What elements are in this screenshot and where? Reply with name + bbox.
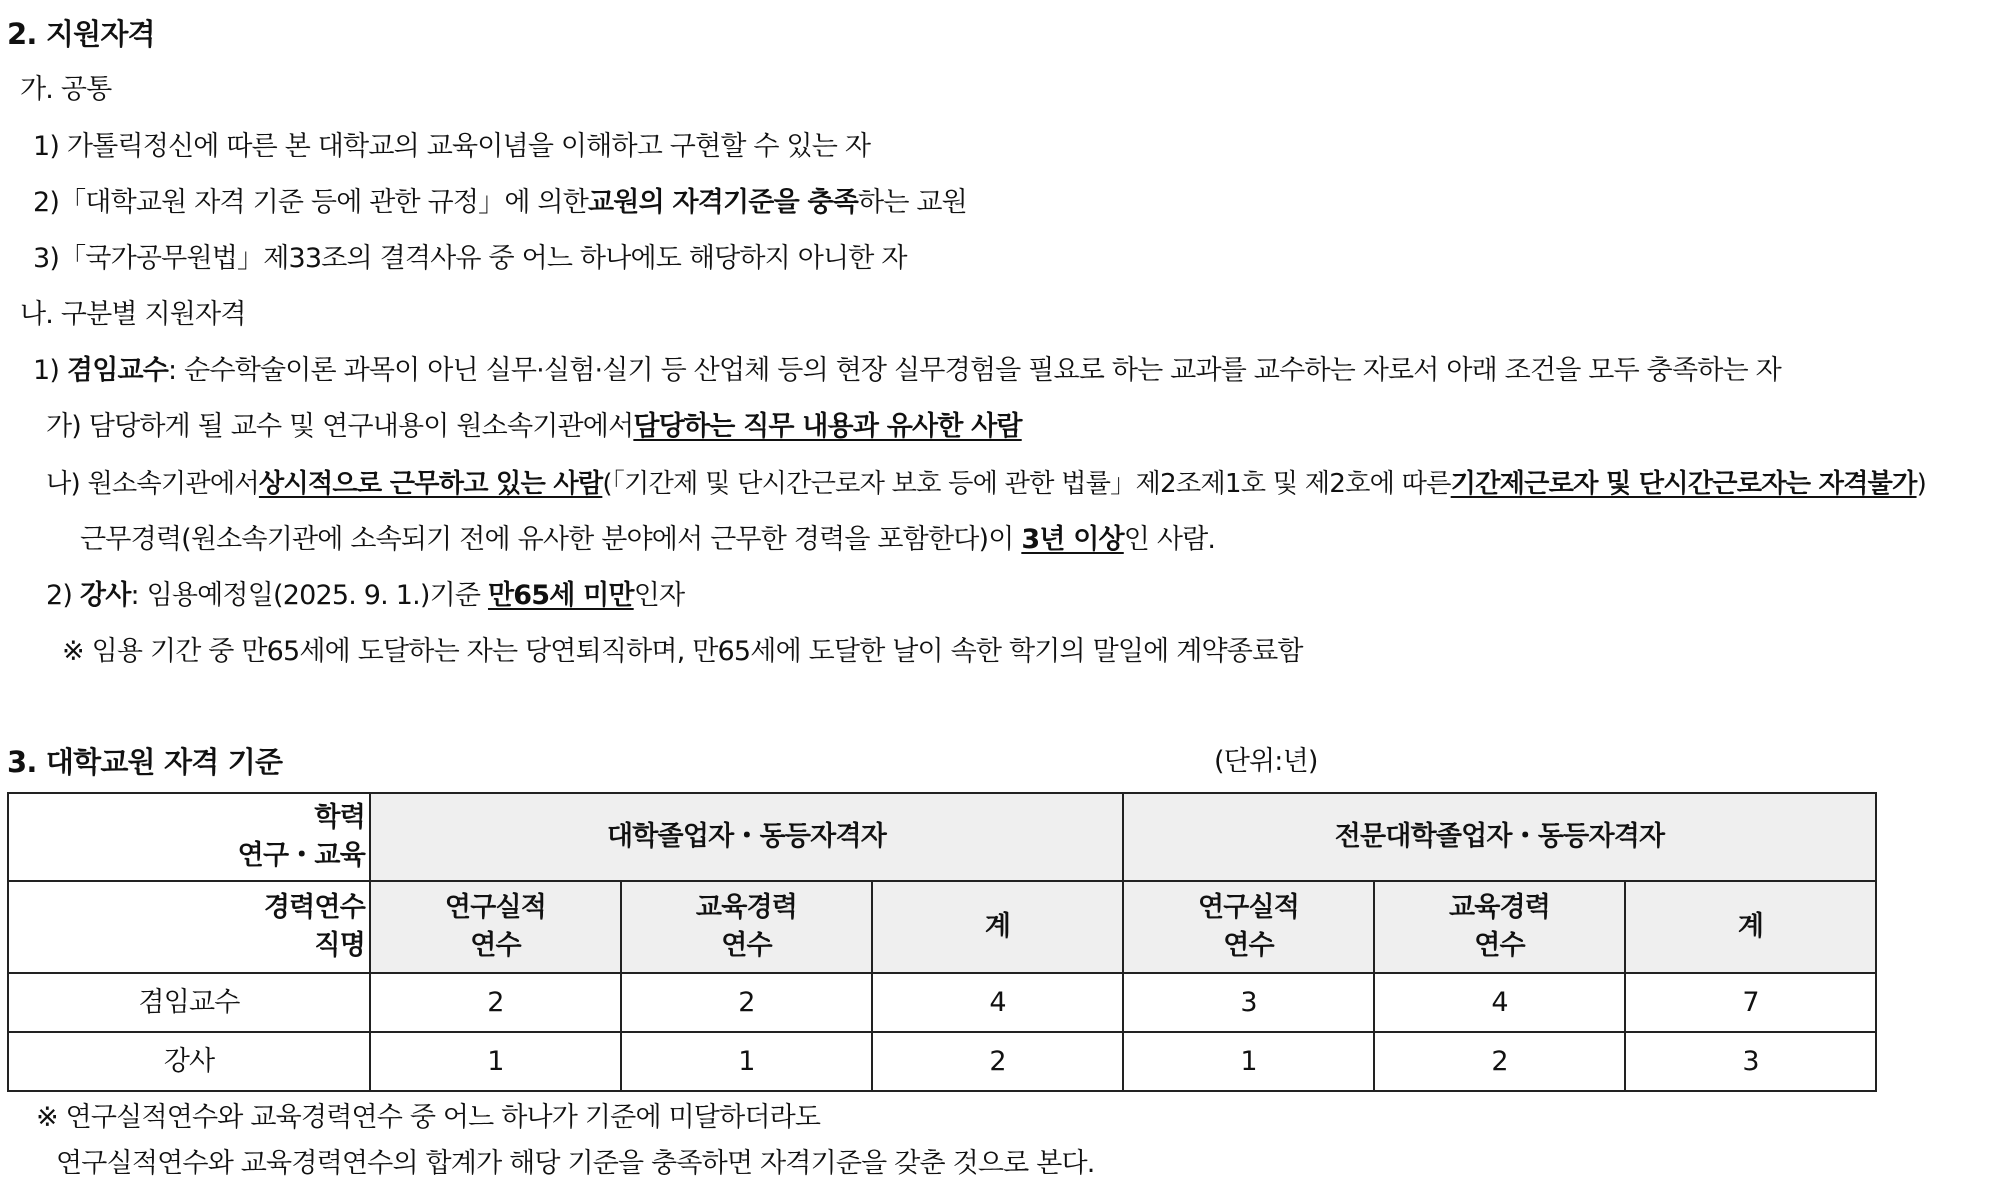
common-item-3: 3)「국가공무원법」제33조의 결격사유 중 어느 하나에도 해당하지 아니한 자 (33, 243, 907, 274)
work-experience-emphasis: 3년 이상 (1021, 524, 1124, 555)
subheader-teaching-2 (1374, 881, 1625, 973)
table-cell: 1 (370, 1032, 621, 1091)
lecturer-tail: 인자 (633, 580, 685, 611)
work-experience-tail: 인 사람. (1123, 524, 1216, 555)
table-note-line-2: 연구실적연수와 교육경력연수의 합계가 해당 기준을 충족하면 자격기준을 갖춘 것으로 본다. (56, 1148, 1095, 1179)
corner-header-top (8, 793, 370, 881)
subheader-teaching-2-line-2: 연수 (1474, 930, 1525, 961)
adjunct-condition-b-tail: ) (1916, 469, 1926, 499)
table-header-row-2 (8, 881, 1876, 973)
lecturer-item (46, 578, 684, 614)
table-header-row-1 (8, 793, 1876, 881)
subheader-teaching-1-line-2: 연수 (721, 930, 772, 961)
adjunct-condition-b-emphasis-2: 기간제근로자 및 단시간근로자는 자격불가 (1450, 469, 1917, 499)
table-row (8, 973, 1876, 1032)
row-label-adjunct: 겸임교수 (8, 973, 370, 1032)
subheader-teaching-1-line-1: 교육경력 (695, 892, 798, 923)
table-cell: 3 (1625, 1032, 1876, 1091)
table-cell: 7 (1625, 973, 1876, 1032)
lecturer-number: 2) (46, 580, 80, 611)
lecturer-label: 강사 (79, 580, 131, 611)
subheader-research-1-line-2: 연수 (470, 930, 521, 961)
common-item-2 (33, 185, 967, 221)
section-2-title: 2. 지원자격 (7, 17, 155, 51)
subheader-research-2-line-1: 연구실적 (1197, 892, 1300, 923)
lecturer-emphasis: 만65세 미만 (487, 580, 634, 611)
table-cell: 2 (370, 973, 621, 1032)
common-item-2-emphasis: 교원의 자격기준을 충족 (588, 187, 859, 218)
adjunct-condition-b-text: 나) 원소속기관에서 (46, 469, 259, 499)
adjunct-condition-b-emphasis-1: 상시적으로 근무하고 있는 사람 (258, 469, 603, 499)
subheader-total-2: 계 (1625, 881, 1876, 973)
unit-label: (단위:년) (1214, 746, 1318, 777)
table-row (8, 1032, 1876, 1091)
adjunct-condition-a-emphasis: 담당하는 직무 내용과 유사한 사람 (633, 411, 1022, 442)
common-item-2-text: 2)「대학교원 자격 기준 등에 관한 규정」에 의한 (33, 187, 589, 218)
table-cell: 4 (1374, 973, 1625, 1032)
lecturer-note: ※ 임용 기간 중 만65세에 도달하는 자는 당연퇴직하며, 만65세에 도달한 날이 속한 학기의 말일에 계약종료함 (62, 636, 1303, 667)
group-header-university: 대학졸업자・동등자격자 (370, 793, 1123, 881)
common-item-1: 1) 가톨릭정신에 따른 본 대학교의 교육이념을 이해하고 구현할 수 있는 자 (33, 131, 871, 162)
adjunct-condition-b (46, 466, 1926, 502)
corner-top-line-2: 연구・교육 (237, 840, 365, 871)
subheader-teaching-2-line-1: 교육경력 (1448, 892, 1551, 923)
work-experience-text: 근무경력(원소속기관에 소속되기 전에 유사한 분야에서 근무한 경력을 포함한다)이 (80, 524, 1022, 555)
subheader-research-1 (370, 881, 621, 973)
subheader-research-1-line-1: 연구실적 (444, 892, 547, 923)
adjunct-condition-b-middle: (「기간제 및 단시간근로자 보호 등에 관한 법률」제2조제1호 및 제2호에 따른 (602, 469, 1451, 499)
subsection-common: 가. 공통 (20, 74, 112, 105)
table-cell: 1 (621, 1032, 872, 1091)
corner-bottom-line-2: 직명 (314, 930, 365, 961)
subheader-teaching-1 (621, 881, 872, 973)
adjunct-condition-a (46, 409, 1022, 445)
adjunct-professor-item (33, 353, 1781, 389)
table-cell: 2 (1374, 1032, 1625, 1091)
corner-bottom-line-1: 경력연수 (263, 892, 365, 923)
subheader-research-2 (1123, 881, 1374, 973)
adjunct-condition-a-text: 가) 담당하게 될 교수 및 연구내용이 원소속기관에서 (46, 411, 634, 442)
group-header-college: 전문대학졸업자・동등자격자 (1123, 793, 1876, 881)
table-cell: 3 (1123, 973, 1374, 1032)
section-3-title: 3. 대학교원 자격 기준 (7, 745, 283, 779)
subsection-by-category: 나. 구분별 지원자격 (20, 299, 246, 330)
subheader-total-1: 계 (872, 881, 1123, 973)
qualification-table (7, 792, 1877, 1092)
table-cell: 2 (872, 1032, 1123, 1091)
corner-header-bottom (8, 881, 370, 973)
adjunct-condition-b-continued (80, 522, 1215, 558)
table-cell: 4 (872, 973, 1123, 1032)
subheader-research-2-line-2: 연수 (1223, 930, 1274, 961)
table-cell: 1 (1123, 1032, 1374, 1091)
adjunct-description: : 순수학술이론 과목이 아닌 실무·실험·실기 등 산업체 등의 현장 실무경험을 필요로 하는 교과를 교수하는 자로서 아래 조건을 모두 충족하는 자 (168, 355, 1781, 386)
lecturer-text: : 임용예정일(2025. 9. 1.)기준 (130, 580, 488, 611)
adjunct-number: 1) (33, 355, 67, 386)
row-label-lecturer: 강사 (8, 1032, 370, 1091)
table-note-line-1: ※ 연구실적연수와 교육경력연수 중 어느 하나가 기준에 미달하더라도 (36, 1102, 821, 1133)
corner-top-line-1: 학력 (314, 802, 365, 833)
common-item-2-tail: 하는 교원 (858, 187, 967, 218)
adjunct-label: 겸임교수 (66, 355, 169, 386)
table-cell: 2 (621, 973, 872, 1032)
